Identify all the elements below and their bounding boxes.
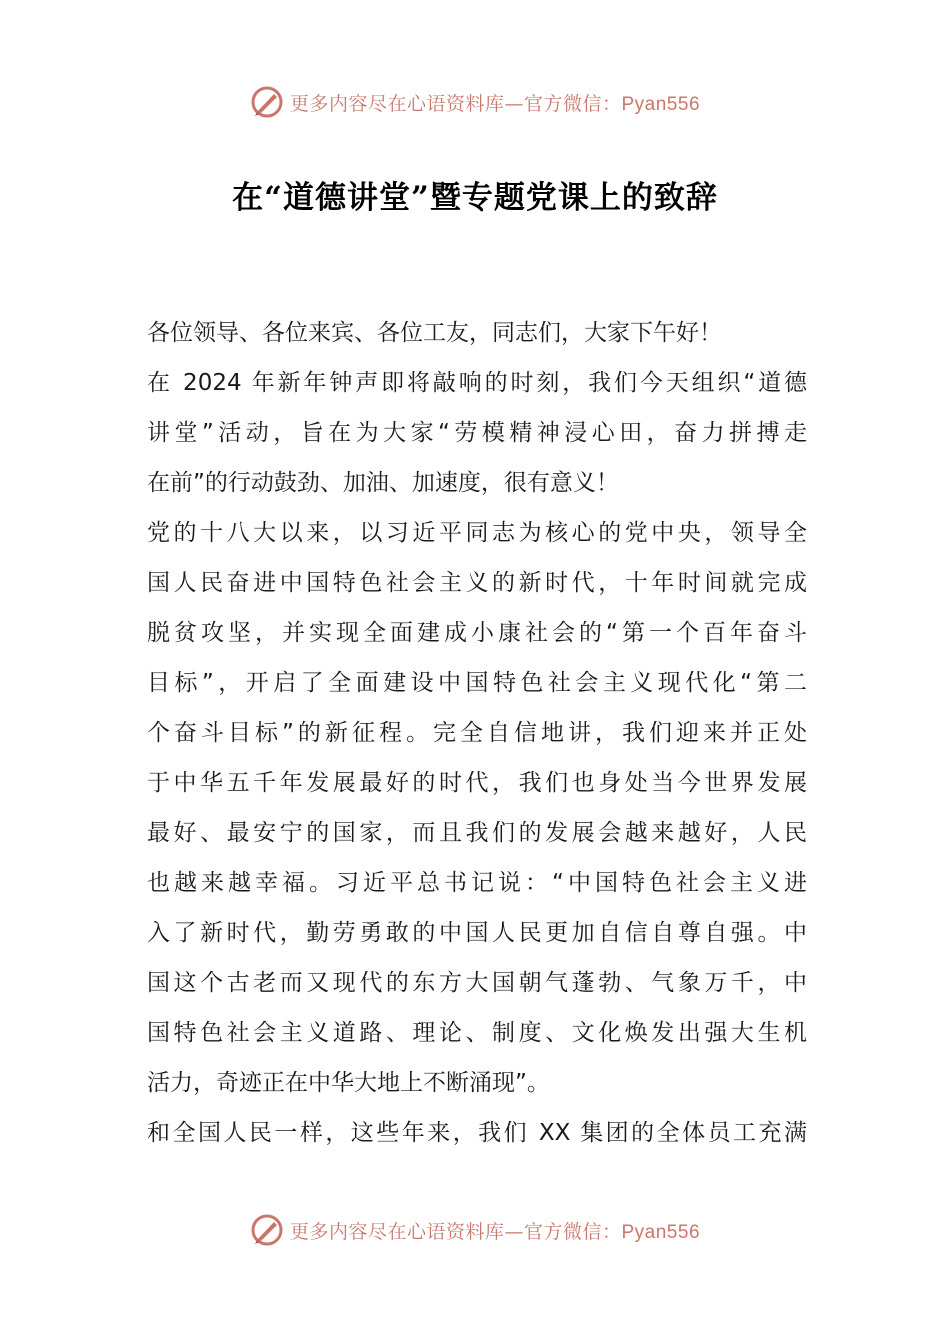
watermark-text: 更多内容尽在心语资料库—官方微信： (289, 92, 622, 115)
body-line: 入了新时代，勤劳勇敢的中国人民更加自信自尊自强。中 (147, 920, 807, 946)
document-title: 在“道德讲堂”暨专题党课上的致辞 (232, 180, 718, 216)
body-line: 讲堂”活动，旨在为大家“劳模精神浸心田，奋力拼搏走 (147, 420, 807, 446)
body-line: 各位领导、各位来宾、各位工友，同志们，大家下午好！ (147, 320, 722, 346)
body-line: 也越来越幸福。习近平总书记说：“中国特色社会主义进 (147, 870, 807, 896)
pen-logo-icon (250, 85, 284, 119)
document-body (147, 308, 807, 1158)
body-line: 在前”的行动鼓劲、加油、加速度，很有意义！ (147, 470, 619, 496)
watermark-wechat-id: Pyan556 (621, 1221, 701, 1243)
body-line: 活力，奇迹正在中华大地上不断涌现”。 (147, 1070, 550, 1096)
footer-watermark (0, 1210, 950, 1250)
body-line: 个奋斗目标”的新征程。完全自信地讲，我们迎来并正处 (147, 720, 807, 746)
body-line: 和全国人民一样，这些年来，我们 XX 集团的全体员工充满 (147, 1120, 807, 1146)
body-line: 脱贫攻坚，并实现全面建成小康社会的“第一个百年奋斗 (147, 620, 807, 646)
body-line: 在 2024 年新年钟声即将敲响的时刻，我们今天组织“道德 (147, 370, 807, 396)
header-watermark (0, 82, 950, 122)
body-line: 于中华五千年发展最好的时代，我们也身处当今世界发展 (147, 770, 807, 796)
body-line: 最好、最安宁的国家，而且我们的发展会越来越好，人民 (147, 820, 807, 846)
body-line: 国人民奋进中国特色社会主义的新时代，十年时间就完成 (147, 570, 807, 596)
pen-logo-icon (250, 1213, 284, 1247)
body-line: 党的十八大以来，以习近平同志为核心的党中央，领导全 (147, 520, 807, 546)
watermark-wechat-id: Pyan556 (621, 93, 701, 115)
body-line: 目标”，开启了全面建设中国特色社会主义现代化“第二 (147, 670, 807, 696)
body-line: 国这个古老而又现代的东方大国朝气蓬勃、气象万千，中 (147, 970, 807, 996)
body-line: 国特色社会主义道路、理论、制度、文化焕发出强大生机 (147, 1020, 807, 1046)
watermark-text: 更多内容尽在心语资料库—官方微信： (289, 1220, 622, 1243)
